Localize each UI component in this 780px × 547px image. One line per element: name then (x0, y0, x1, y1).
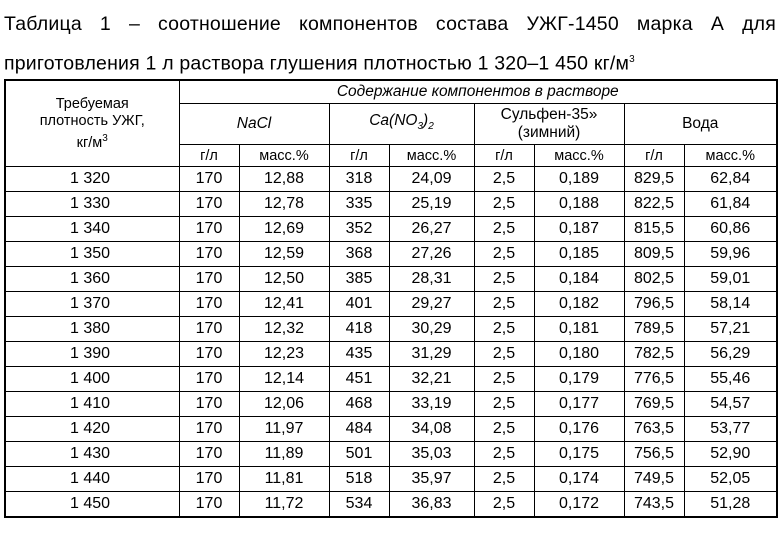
caption-line-2 (4, 42, 776, 82)
caption-word: для (742, 13, 776, 35)
cell-cano3-mass: 32,21 (389, 367, 474, 392)
cell-nacl-gl: 170 (179, 367, 239, 392)
cell-sulfen-mass: 0,184 (534, 267, 624, 292)
cell-cano3-mass: 31,29 (389, 342, 474, 367)
table-row (5, 467, 777, 492)
cano3-close: ) (423, 111, 429, 129)
cell-cano3-gl: 534 (329, 492, 389, 518)
cell-sulfen-gl: 2,5 (474, 267, 534, 292)
caption-word: УЖГ-1450 (526, 13, 619, 35)
cell-nacl-gl: 170 (179, 492, 239, 518)
cell-cano3-mass: 30,29 (389, 317, 474, 342)
cell-sulfen-gl: 2,5 (474, 167, 534, 192)
cell-nacl-mass: 12,14 (239, 367, 329, 392)
cell-cano3-gl: 501 (329, 442, 389, 467)
cell-water-gl: 782,5 (624, 342, 684, 367)
cell-cano3-mass: 33,19 (389, 392, 474, 417)
cano3-header (329, 104, 474, 145)
sulfen-line1: Сульфен-35» (500, 106, 598, 123)
cell-nacl-mass: 12,88 (239, 167, 329, 192)
cell-cano3-mass: 35,03 (389, 442, 474, 467)
table-row (5, 367, 777, 392)
cell-cano3-gl: 451 (329, 367, 389, 392)
cell-sulfen-gl: 2,5 (474, 492, 534, 518)
cell-density: 1 440 (5, 467, 179, 492)
cell-sulfen-gl: 2,5 (474, 192, 534, 217)
cell-cano3-mass: 24,09 (389, 167, 474, 192)
caption-word: Таблица (4, 13, 82, 35)
cell-nacl-mass: 11,89 (239, 442, 329, 467)
cell-nacl-gl: 170 (179, 467, 239, 492)
cell-density: 1 370 (5, 292, 179, 317)
cell-cano3-mass: 25,19 (389, 192, 474, 217)
cell-cano3-gl: 335 (329, 192, 389, 217)
cell-cano3-gl: 484 (329, 417, 389, 442)
table-row (5, 342, 777, 367)
caption-line-2-text: приготовления 1 л раствора глушения плотностью 1 320–1 450 кг/м (4, 52, 630, 75)
table-row (5, 167, 777, 192)
cell-nacl-gl: 170 (179, 292, 239, 317)
cell-nacl-mass: 12,78 (239, 192, 329, 217)
cell-nacl-gl: 170 (179, 217, 239, 242)
sulfen-header (474, 104, 624, 145)
cell-cano3-gl: 352 (329, 217, 389, 242)
table-body (5, 167, 777, 518)
caption-word: 1 (99, 13, 111, 35)
cell-density: 1 330 (5, 192, 179, 217)
cell-density: 1 340 (5, 217, 179, 242)
cell-nacl-gl: 170 (179, 167, 239, 192)
cell-water-mass: 56,29 (684, 342, 777, 367)
cell-sulfen-gl: 2,5 (474, 242, 534, 267)
cell-sulfen-gl: 2,5 (474, 342, 534, 367)
cell-sulfen-gl: 2,5 (474, 442, 534, 467)
cell-density: 1 360 (5, 267, 179, 292)
cell-nacl-gl: 170 (179, 317, 239, 342)
cell-sulfen-gl: 2,5 (474, 317, 534, 342)
cell-density: 1 350 (5, 242, 179, 267)
water-header: Вода (624, 104, 777, 145)
cell-nacl-mass: 11,72 (239, 492, 329, 518)
cell-water-gl: 769,5 (624, 392, 684, 417)
unit-mass: масс.% (534, 145, 624, 167)
cell-water-gl: 815,5 (624, 217, 684, 242)
cell-cano3-mass: 36,83 (389, 492, 474, 518)
cell-sulfen-mass: 0,174 (534, 467, 624, 492)
cell-water-mass: 52,90 (684, 442, 777, 467)
table-row (5, 217, 777, 242)
cell-cano3-mass: 28,31 (389, 267, 474, 292)
cell-sulfen-mass: 0,182 (534, 292, 624, 317)
cell-density: 1 430 (5, 442, 179, 467)
cell-sulfen-mass: 0,175 (534, 442, 624, 467)
unit-mass: масс.% (239, 145, 329, 167)
cell-sulfen-mass: 0,189 (534, 167, 624, 192)
header-row-group (5, 80, 777, 104)
cell-sulfen-gl: 2,5 (474, 367, 534, 392)
caption-word: компонентов (299, 13, 418, 35)
cell-nacl-mass: 11,97 (239, 417, 329, 442)
cell-sulfen-mass: 0,180 (534, 342, 624, 367)
cell-cano3-gl: 435 (329, 342, 389, 367)
caption-word: марка (636, 13, 693, 35)
cano3-sub2: 2 (428, 121, 434, 133)
density-header (5, 80, 179, 167)
cell-water-mass: 60,86 (684, 217, 777, 242)
cell-nacl-gl: 170 (179, 342, 239, 367)
cell-water-mass: 59,96 (684, 242, 777, 267)
cell-water-gl: 763,5 (624, 417, 684, 442)
cell-nacl-mass: 12,69 (239, 217, 329, 242)
cell-nacl-gl: 170 (179, 442, 239, 467)
cell-water-gl: 796,5 (624, 292, 684, 317)
cell-water-mass: 54,57 (684, 392, 777, 417)
cell-sulfen-mass: 0,188 (534, 192, 624, 217)
composition-table (4, 79, 778, 518)
cell-cano3-gl: 318 (329, 167, 389, 192)
table-row (5, 442, 777, 467)
cell-water-gl: 789,5 (624, 317, 684, 342)
unit-gl: г/л (329, 145, 389, 167)
cell-density: 1 400 (5, 367, 179, 392)
caption-word: соотношение (158, 13, 281, 35)
cell-cano3-gl: 401 (329, 292, 389, 317)
cell-cano3-gl: 518 (329, 467, 389, 492)
cell-sulfen-mass: 0,179 (534, 367, 624, 392)
cell-density: 1 450 (5, 492, 179, 518)
cell-density: 1 380 (5, 317, 179, 342)
caption-superscript: 3 (629, 54, 635, 65)
cell-nacl-mass: 12,32 (239, 317, 329, 342)
cell-water-gl: 756,5 (624, 442, 684, 467)
cell-water-gl: 749,5 (624, 467, 684, 492)
cell-water-gl: 829,5 (624, 167, 684, 192)
density-header-line3: кг/м (76, 134, 103, 151)
table-row (5, 192, 777, 217)
cell-water-gl: 822,5 (624, 192, 684, 217)
cell-sulfen-mass: 0,181 (534, 317, 624, 342)
cano3-sub: 3 (417, 121, 424, 133)
cell-water-mass: 62,84 (684, 167, 777, 192)
cell-cano3-gl: 385 (329, 267, 389, 292)
cell-sulfen-mass: 0,176 (534, 417, 624, 442)
density-header-sup: 3 (102, 132, 108, 144)
cell-density: 1 410 (5, 392, 179, 417)
cell-cano3-mass: 35,97 (389, 467, 474, 492)
cell-water-mass: 59,01 (684, 267, 777, 292)
density-header-line2: плотность УЖГ, (39, 112, 145, 129)
cell-water-mass: 55,46 (684, 367, 777, 392)
cell-nacl-gl: 170 (179, 192, 239, 217)
cell-water-mass: 58,14 (684, 292, 777, 317)
cell-sulfen-mass: 0,177 (534, 392, 624, 417)
cell-density: 1 390 (5, 342, 179, 367)
caption-word: А (710, 13, 725, 35)
table-row (5, 242, 777, 267)
table-row (5, 317, 777, 342)
unit-mass: масс.% (389, 145, 474, 167)
cell-water-mass: 52,05 (684, 467, 777, 492)
cell-nacl-gl: 170 (179, 242, 239, 267)
table-row (5, 292, 777, 317)
caption-line-1 (4, 6, 776, 42)
cell-water-gl: 776,5 (624, 367, 684, 392)
caption-word: состава (435, 13, 509, 35)
cell-water-mass: 57,21 (684, 317, 777, 342)
unit-gl: г/л (179, 145, 239, 167)
cell-sulfen-gl: 2,5 (474, 292, 534, 317)
cell-nacl-gl: 170 (179, 417, 239, 442)
cell-nacl-mass: 12,06 (239, 392, 329, 417)
cell-cano3-mass: 34,08 (389, 417, 474, 442)
unit-mass: масс.% (684, 145, 777, 167)
unit-gl: г/л (624, 145, 684, 167)
cell-sulfen-gl: 2,5 (474, 467, 534, 492)
cell-cano3-gl: 418 (329, 317, 389, 342)
cell-cano3-gl: 368 (329, 242, 389, 267)
cell-sulfen-mass: 0,187 (534, 217, 624, 242)
cell-nacl-mass: 12,50 (239, 267, 329, 292)
sulfen-line2: (зимний) (517, 124, 581, 141)
cell-nacl-mass: 12,41 (239, 292, 329, 317)
cell-nacl-mass: 11,81 (239, 467, 329, 492)
cell-cano3-mass: 27,26 (389, 242, 474, 267)
cell-cano3-mass: 29,27 (389, 292, 474, 317)
unit-gl: г/л (474, 145, 534, 167)
table-row (5, 417, 777, 442)
cell-density: 1 420 (5, 417, 179, 442)
cell-sulfen-gl: 2,5 (474, 217, 534, 242)
cell-water-mass: 53,77 (684, 417, 777, 442)
cell-nacl-gl: 170 (179, 267, 239, 292)
cell-water-gl: 809,5 (624, 242, 684, 267)
cell-sulfen-mass: 0,172 (534, 492, 624, 518)
cell-sulfen-gl: 2,5 (474, 417, 534, 442)
cell-water-mass: 51,28 (684, 492, 777, 518)
cell-cano3-gl: 468 (329, 392, 389, 417)
cell-nacl-mass: 12,23 (239, 342, 329, 367)
cell-density: 1 320 (5, 167, 179, 192)
table-row (5, 392, 777, 417)
table-caption (4, 6, 776, 82)
cell-water-mass: 61,84 (684, 192, 777, 217)
nacl-header: NaCl (179, 104, 329, 145)
table-row (5, 492, 777, 518)
cell-cano3-mass: 26,27 (389, 217, 474, 242)
caption-word: – (128, 13, 140, 35)
cell-sulfen-gl: 2,5 (474, 392, 534, 417)
cell-nacl-mass: 12,59 (239, 242, 329, 267)
cano3-main: Ca(NO (369, 111, 418, 129)
cell-water-gl: 743,5 (624, 492, 684, 518)
cell-water-gl: 802,5 (624, 267, 684, 292)
table-row (5, 267, 777, 292)
content-group-header: Содержание компонентов в растворе (179, 80, 777, 104)
cell-sulfen-mass: 0,185 (534, 242, 624, 267)
cell-nacl-gl: 170 (179, 392, 239, 417)
density-header-line1: Требуемая (55, 95, 129, 112)
